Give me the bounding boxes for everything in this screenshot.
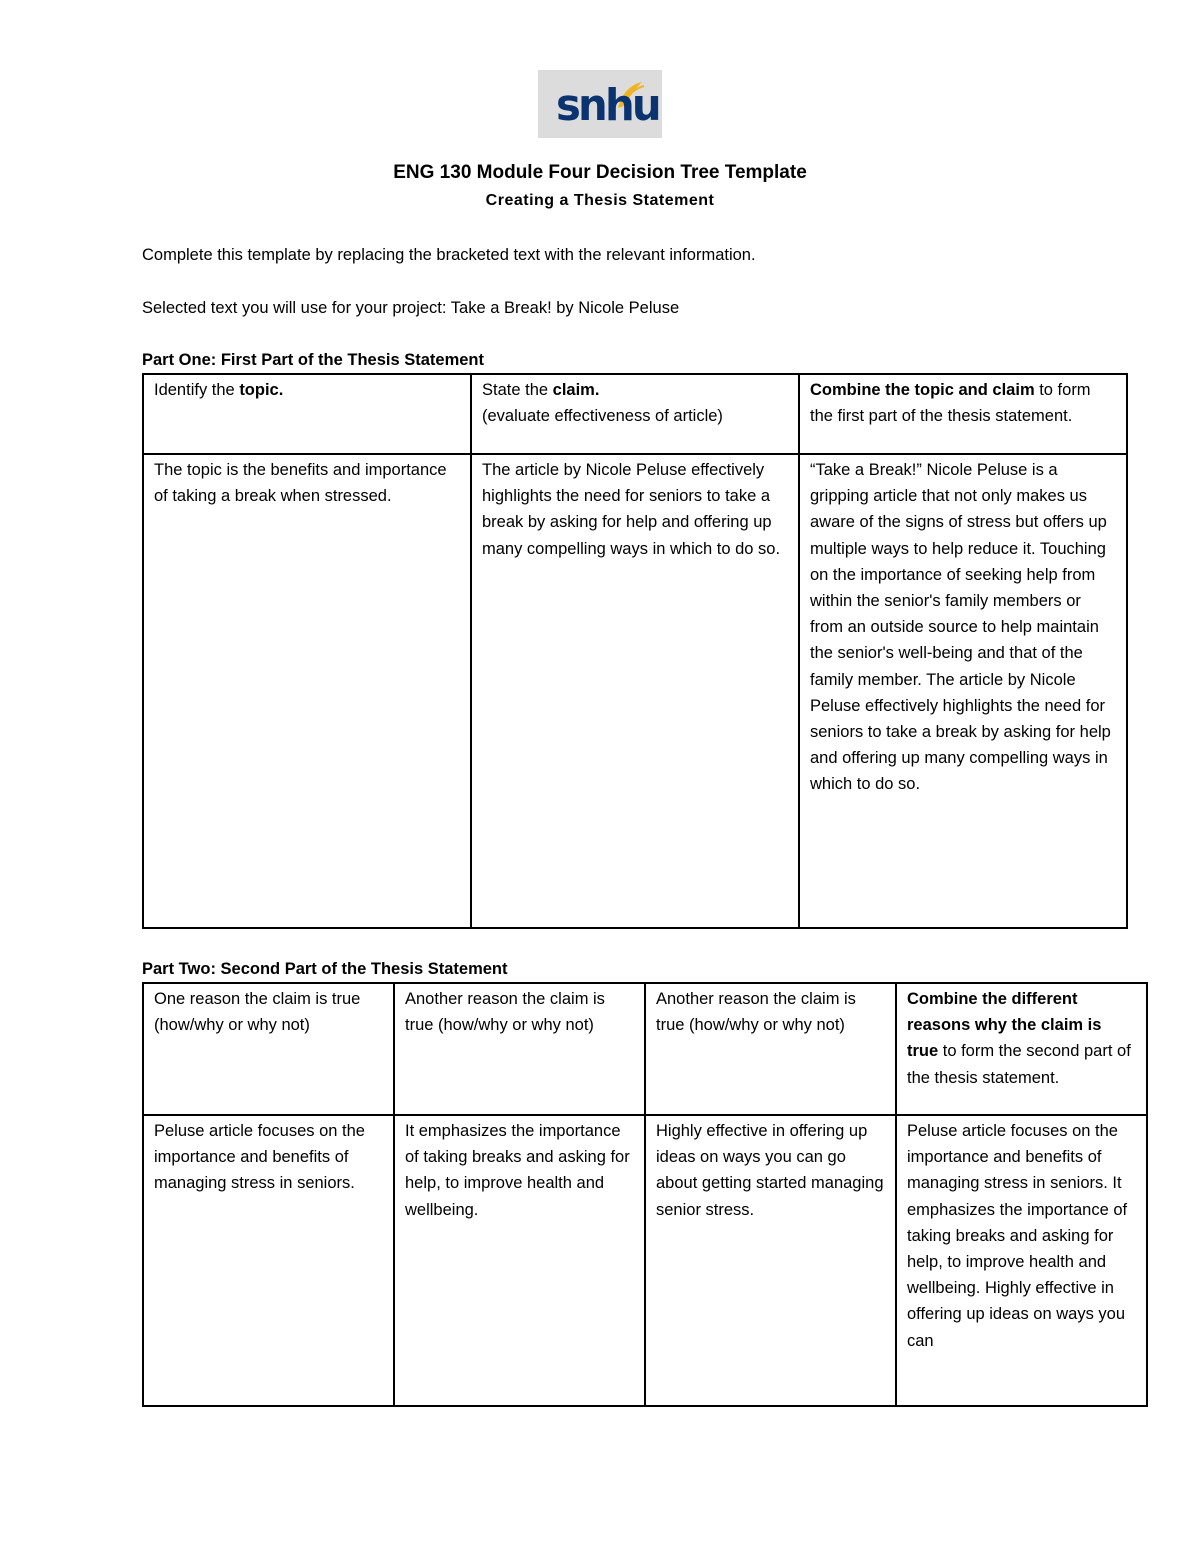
reason3-answer-text: Highly effective in offering up ideas on ways you can go about getting started managing senior stress. <box>656 1122 884 1219</box>
table-row <box>143 1115 1147 1406</box>
combine2-header-cell <box>896 983 1147 1115</box>
topic-header-bold: topic. <box>239 381 284 399</box>
topic-header-prefix: Identify the <box>154 381 240 399</box>
reason3-answer-cell[interactable] <box>645 1115 896 1406</box>
combined-answer-cell[interactable]: “Take a Break!” Nicole Peluse is a gripping article that not only makes us aware of the signs of stress but offers up multiple ways to help reduce it. Touching on the importance of seeking help from within the senior's family members or from an outside source to help maintain the senior's well-being and that of the family member. The article by Nicole Peluse effectively highlights the need for seniors to take a break by asking for help and offering up many compelling ways in which to do so. <box>799 454 1127 928</box>
combine2-header-bold: Combine the different reasons why the claim is true <box>907 990 1102 1061</box>
combined2-answer-text: Peluse article focuses on the importance and benefits of managing stress in seniors. It emphasizes the importance of taking breaks and asking for help, to improve health and wellbeing. Highly effective in offering up ideas on ways you can <box>907 1122 1128 1350</box>
part-one-heading: Part One: First Part of the Thesis Statement <box>142 351 484 369</box>
claim-header-cell <box>471 374 799 454</box>
part-two-heading: Part Two: Second Part of the Thesis Statement <box>142 960 508 978</box>
reason2-answer-cell[interactable] <box>394 1115 645 1406</box>
part-two-table <box>142 982 1148 1407</box>
combine-header-bold: Combine the topic and claim <box>810 381 1035 399</box>
claim-answer-cell[interactable]: The article by Nicole Peluse effectively highlights the need for seniors to take a break by asking for help and offering up many compelling ways in which to do so. <box>471 454 799 928</box>
combine2-header-rest: to form the second part of the thesis statement. <box>907 1042 1131 1087</box>
combine-header-cell <box>799 374 1127 454</box>
snhu-logo <box>538 70 662 138</box>
table-header-row <box>143 983 1147 1115</box>
selected-text: Selected text you will use for your project: Take a Break! by Nicole Peluse <box>142 299 680 317</box>
logo-text: snhu <box>556 80 659 131</box>
topic-answer-cell[interactable]: The topic is the benefits and importance of taking a break when stressed. <box>143 454 471 928</box>
reason1-header-cell: One reason the claim is true (how/why or why not) <box>143 983 394 1115</box>
page-subtitle: Creating a Thesis Statement <box>485 192 715 209</box>
table-row <box>143 454 1127 928</box>
part-one-table <box>142 373 1128 929</box>
combine-header-rest: to form the first part of the thesis statement. <box>810 381 1091 426</box>
reason1-answer-cell[interactable] <box>143 1115 394 1406</box>
reason3-header-cell: Another reason the claim is true (how/why or why not) <box>645 983 896 1115</box>
claim-header-note: (evaluate effectiveness of article) <box>482 407 723 426</box>
reason2-answer-text: It emphasizes the importance of taking breaks and asking for help, to improve health and wellbeing. <box>405 1122 630 1219</box>
page-title: ENG 130 Module Four Decision Tree Template <box>393 162 807 183</box>
reason1-answer-text: Peluse article focuses on the importance and benefits of managing stress in seniors. <box>154 1122 365 1193</box>
claim-header-prefix: State the <box>482 381 553 399</box>
table-header-row <box>143 374 1127 454</box>
reason2-header-cell: Another reason the claim is true (how/why or why not) <box>394 983 645 1115</box>
combined2-answer-cell[interactable] <box>896 1115 1147 1406</box>
instruction-text: Complete this template by replacing the bracketed text with the relevant information. <box>142 246 756 264</box>
topic-header-cell <box>143 374 471 454</box>
claim-header-bold: claim. <box>552 381 600 399</box>
